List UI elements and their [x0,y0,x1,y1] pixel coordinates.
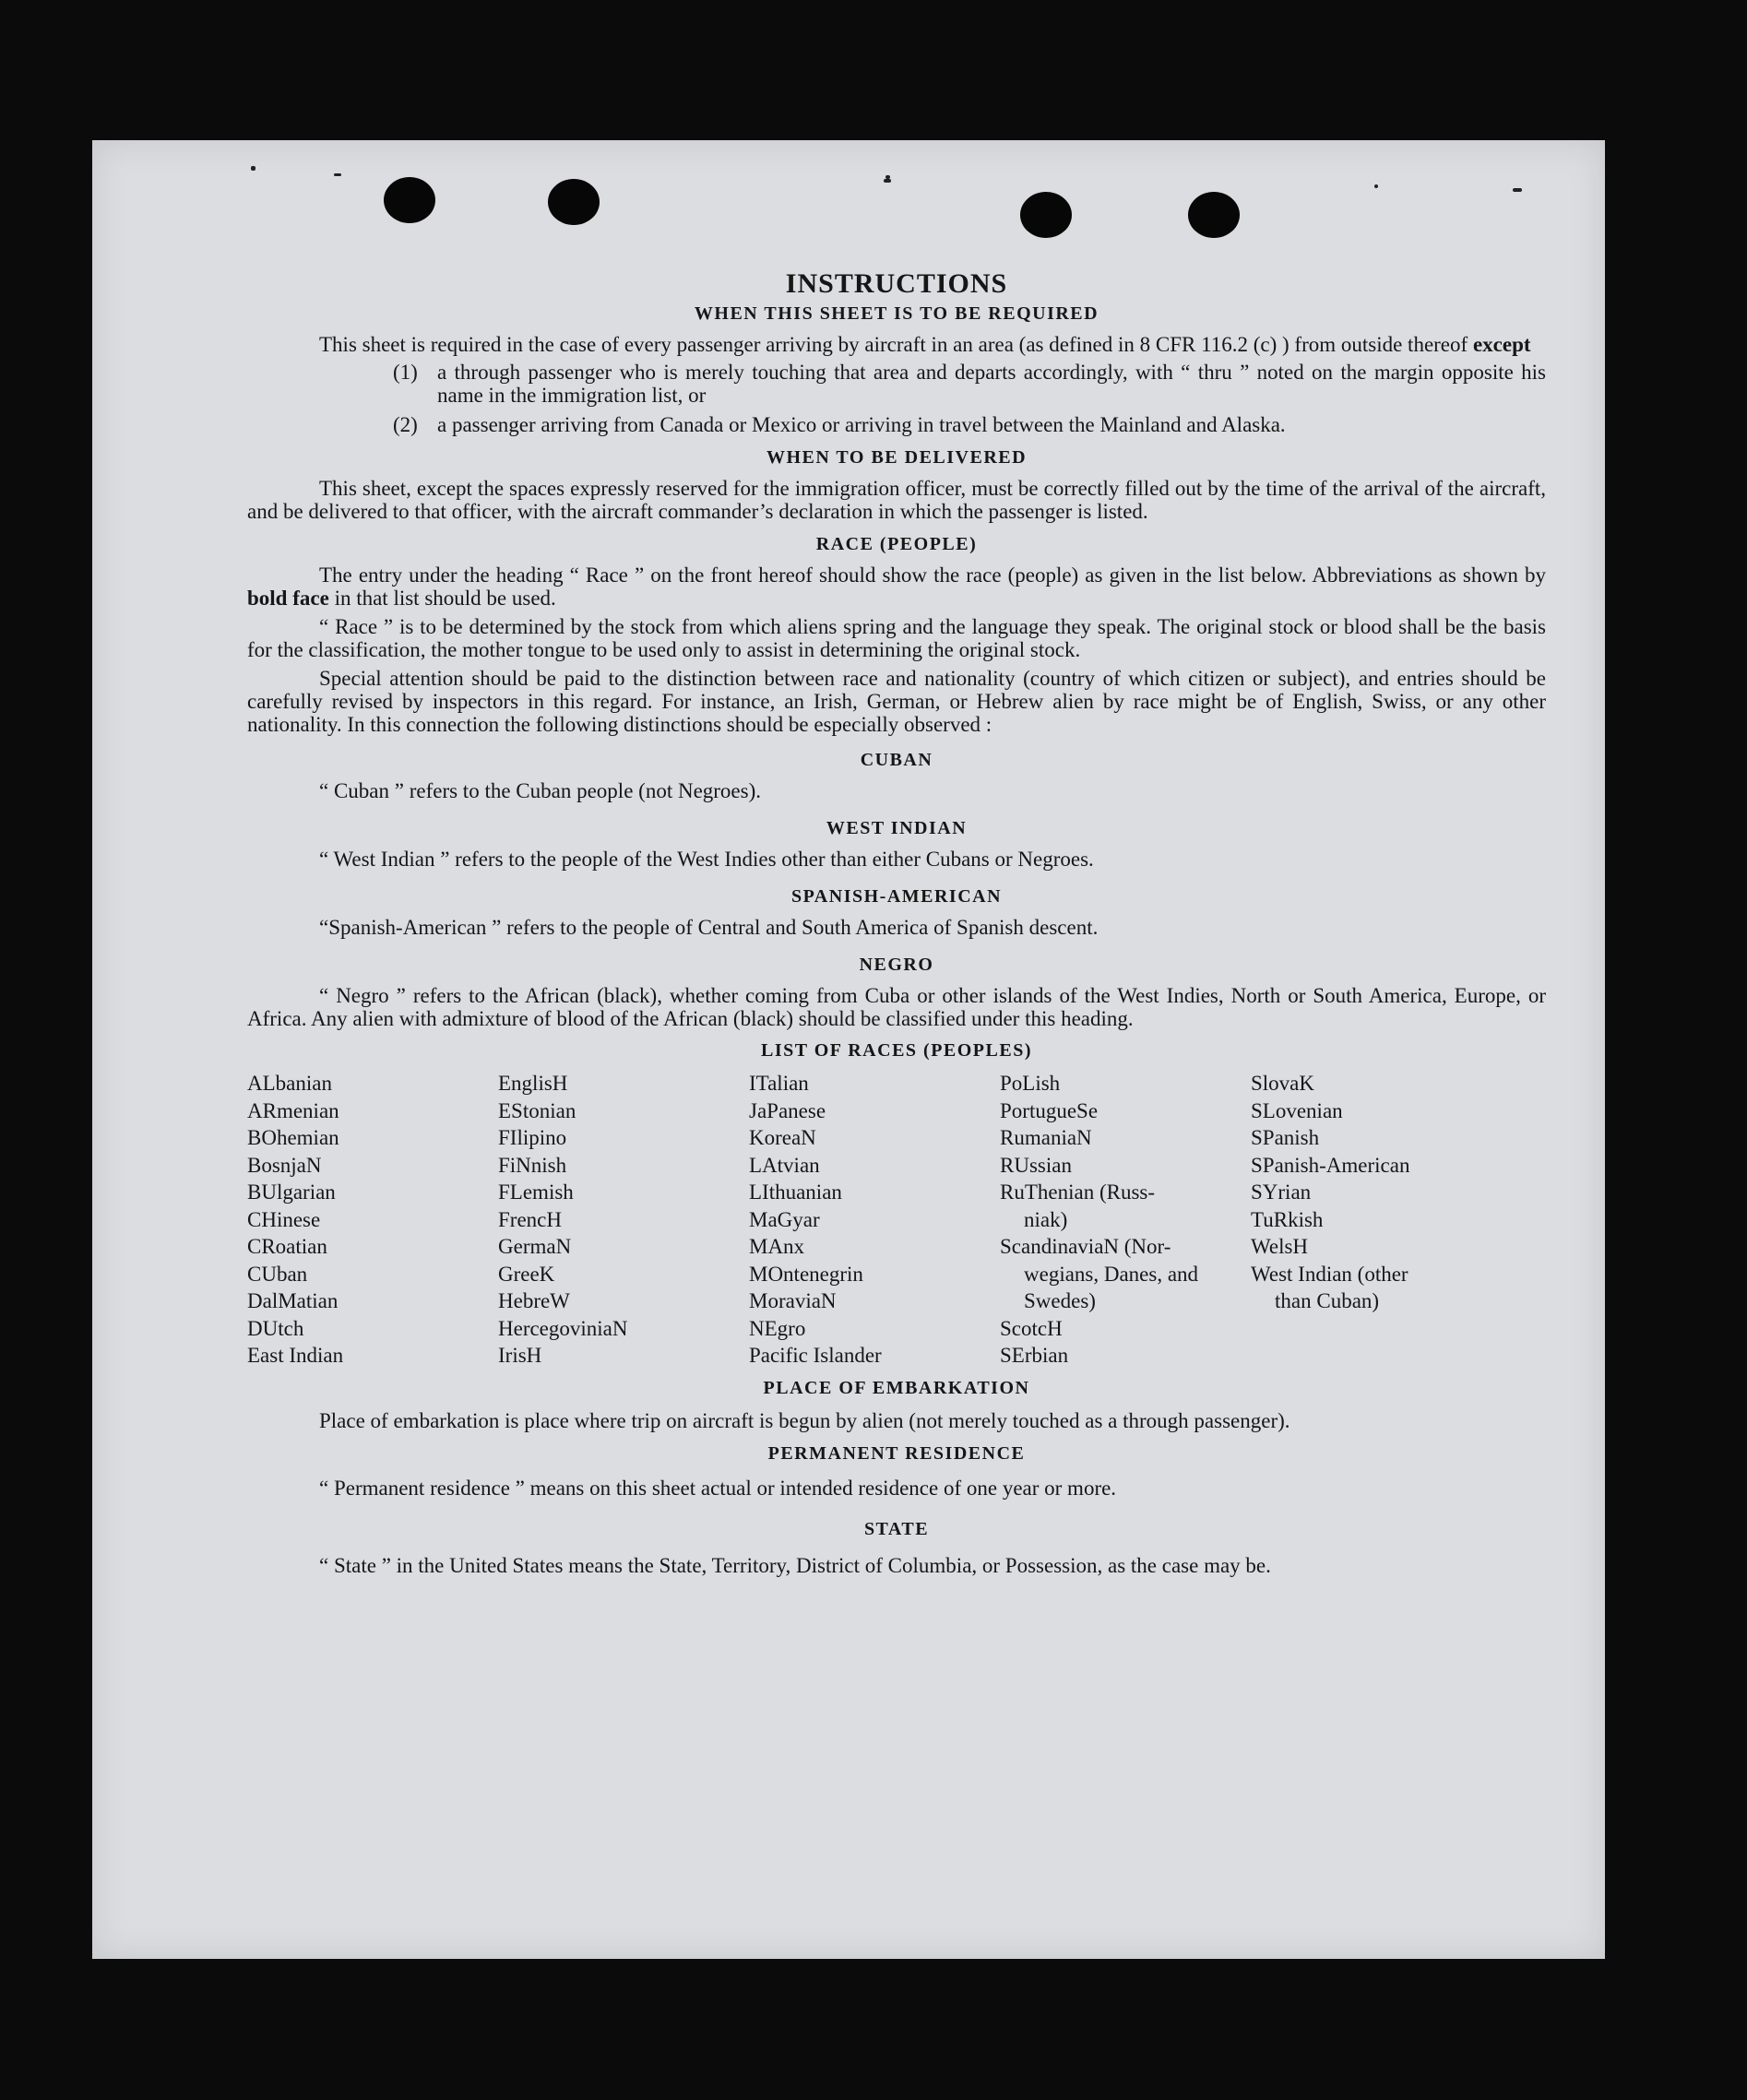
race-para1-text: The entry under the heading “ Race ” on the front hereof should show the race (people) as given in the list below. Abbreviations as shown by [319,564,1546,587]
item-number: (2) [393,413,418,436]
race-entry: SYrian [1251,1181,1312,1204]
race-entry: HercegoviniaN [498,1316,628,1340]
west-indian-heading: WEST INDIAN [826,818,968,838]
race-entry: ARmenian [247,1098,339,1122]
race-entry: PortugueSe [1000,1098,1099,1122]
negro-heading: NEGRO [859,955,934,975]
race-entry: BOhemian [247,1126,339,1149]
race-entry: LIthuanian [749,1181,842,1204]
speck [251,166,256,171]
race-entry: EnglisH [498,1072,568,1095]
speck [1513,188,1522,192]
race-entry: FLemish [498,1181,574,1204]
race-entry: MaGyar [749,1207,820,1231]
race-entry-line: RuThenian (Russ- [1000,1181,1156,1204]
race-entry [1000,1233,1251,1315]
list-of-races-heading: LIST OF RACES (PEOPLES) [760,1040,1032,1061]
race-entry: BUlgarian [247,1181,336,1204]
speck [334,173,341,176]
races-column [749,1070,1000,1370]
race-entry: DalMatian [247,1289,339,1312]
race-heading: RACE (PEOPLE) [815,534,978,554]
race-entry: GermaN [498,1235,572,1258]
race-entry [1251,1261,1502,1315]
punch-hole [548,179,600,225]
embarkation-heading: PLACE OF EMBARKATION [763,1377,1030,1398]
race-entry: RUssian [1000,1153,1072,1177]
race-entry: East Indian [247,1344,344,1367]
instructions-content [247,268,1546,1580]
embarkation-text: Place of embarkation is place where trip on aircraft is begun by alien (not merely touched as a through passenger). [319,1408,1290,1432]
when-required-intro [247,333,1546,356]
race-entry: GreeK [498,1262,555,1286]
race-entry: BosnjaN [247,1153,322,1177]
race-entry: FIlipino [498,1126,567,1149]
cuban-text: “ Cuban ” refers to the Cuban people (not Negroes). [319,779,762,802]
race-entry: CHinese [247,1207,321,1231]
race-para1-tail: in that list should be used. [334,587,556,610]
when-required-heading: WHEN THIS SHEET IS TO BE REQUIRED [694,303,1099,324]
race-entry: TuRkish [1251,1207,1324,1231]
except-keyword: except [1472,333,1531,356]
race-entry: SlovaK [1251,1072,1314,1095]
spanish-american-heading: SPANISH-AMERICAN [790,886,1003,907]
spanish-american-text: “Spanish-American ” refers to the people of Central and South America of Spanish descent. [319,916,1099,939]
residence-text: “ Permanent residence ” means on this sheet actual or intended residence of one year or more. [319,1476,1117,1500]
state-text: “ State ” in the United States means the State, Territory, District of Columbia, or Possession, as the case may be. [319,1553,1271,1577]
race-entry: HebreW [498,1289,570,1312]
race-entry-line: ScandinaviaN (Nor- [1000,1235,1171,1258]
bold-face-keyword: bold face [247,587,329,610]
race-entry: SPanish-American [1251,1153,1410,1177]
residence-heading: PERMANENT RESIDENCE [767,1442,1026,1464]
race-entry-line: wegians, Danes, and Swedes) [1024,1262,1199,1312]
race-entry: Pacific Islander [749,1344,882,1367]
page-title: INSTRUCTIONS [785,268,1008,299]
state-heading: STATE [863,1518,930,1539]
race-entry-line: than Cuban) [1275,1289,1380,1312]
races-column [247,1070,498,1370]
race-entry: CUban [247,1262,308,1286]
race-entry: KoreaN [749,1126,816,1149]
race-entry: FiNnish [498,1153,567,1177]
cuban-heading: CUBAN [860,750,933,770]
speck [1374,184,1378,188]
race-entry [1000,1179,1251,1233]
race-entry: WelsH [1251,1235,1309,1258]
race-entry: ALbanian [247,1072,332,1095]
races-column [498,1070,749,1370]
race-entry: LAtvian [749,1153,820,1177]
races-list [247,1070,1546,1370]
race-entry: FrencH [498,1207,562,1231]
race-paragraph-3: Special attention should be paid to the distinction between race and nationality (country of which citizen or subject), and entries should be carefully revised by inspectors in this regard. For instance, an Irish, German, or Hebrew alien by race might be of English, Swiss, or any other nationality. In this connection the following distinctions should be especially observed : [247,667,1546,736]
race-entry: SPanish [1251,1126,1320,1149]
race-paragraph-1 [247,564,1546,610]
races-column [1000,1070,1251,1370]
punch-hole [1020,192,1072,238]
race-entry: MoraviaN [749,1289,837,1312]
race-entry: SLovenian [1251,1098,1343,1122]
west-indian-text: “ West Indian ” refers to the people of the West Indies other than either Cubans or Negroes. [319,848,1094,871]
race-entry: RumaniaN [1000,1126,1092,1149]
race-entry: SErbian [1000,1344,1069,1367]
race-entry: JaPanese [749,1098,826,1122]
race-entry: MAnx [749,1235,805,1258]
race-entry: ScotcH [1000,1316,1063,1340]
negro-text: “ Negro ” refers to the African (black), whether coming from Cuba or other islands of the West Indies, North or South America, Europe, or Africa. Any alien with admixture of blood of the African (black) should be classified under this heading. [247,984,1546,1030]
item-number: (1) [393,361,418,384]
exception-item-2 [393,413,1546,436]
document-sheet [92,140,1605,1959]
races-column [1251,1070,1502,1370]
punch-hole [1188,192,1240,238]
race-entry-line: West Indian (other [1251,1262,1408,1286]
race-entry: PoLish [1000,1072,1061,1095]
when-delivered-text: This sheet, except the spaces expressly reserved for the immigration officer, must be correctly filled out by the time of the arrival of the aircraft, and be delivered to that officer, with the aircraft commander’s declaration in which the passenger is listed. [247,477,1546,523]
race-entry: EStonian [498,1098,576,1122]
item-text: a through passenger who is merely touching that area and departs accordingly, with “ thru ” noted on the margin opposite his name in the immigration list, or [437,361,1546,407]
when-required-intro-text: This sheet is required in the case of every passenger arriving by aircraft in an area (as defined in 8 CFR 116.2 (c) ) from outside thereof [319,333,1468,356]
race-entry: DUtch [247,1316,304,1340]
speck [884,179,891,183]
race-entry: IrisH [498,1344,542,1367]
when-delivered-heading: WHEN TO BE DELIVERED [766,447,1028,468]
item-text: a passenger arriving from Canada or Mexico or arriving in travel between the Mainland and Alaska. [437,413,1286,436]
race-entry: NEgro [749,1316,806,1340]
exception-item-1 [393,361,1546,407]
race-entry-line: niak) [1024,1207,1068,1231]
race-entry: MOntenegrin [749,1262,863,1286]
race-entry: ITalian [749,1072,809,1095]
race-paragraph-2: “ Race ” is to be determined by the stock from which aliens spring and the language they speak. The original stock or blood shall be the basis for the classification, the mother tongue to be used only to assist in determining the original stock. [247,615,1546,661]
race-entry: CRoatian [247,1235,327,1258]
punch-hole [384,177,435,223]
